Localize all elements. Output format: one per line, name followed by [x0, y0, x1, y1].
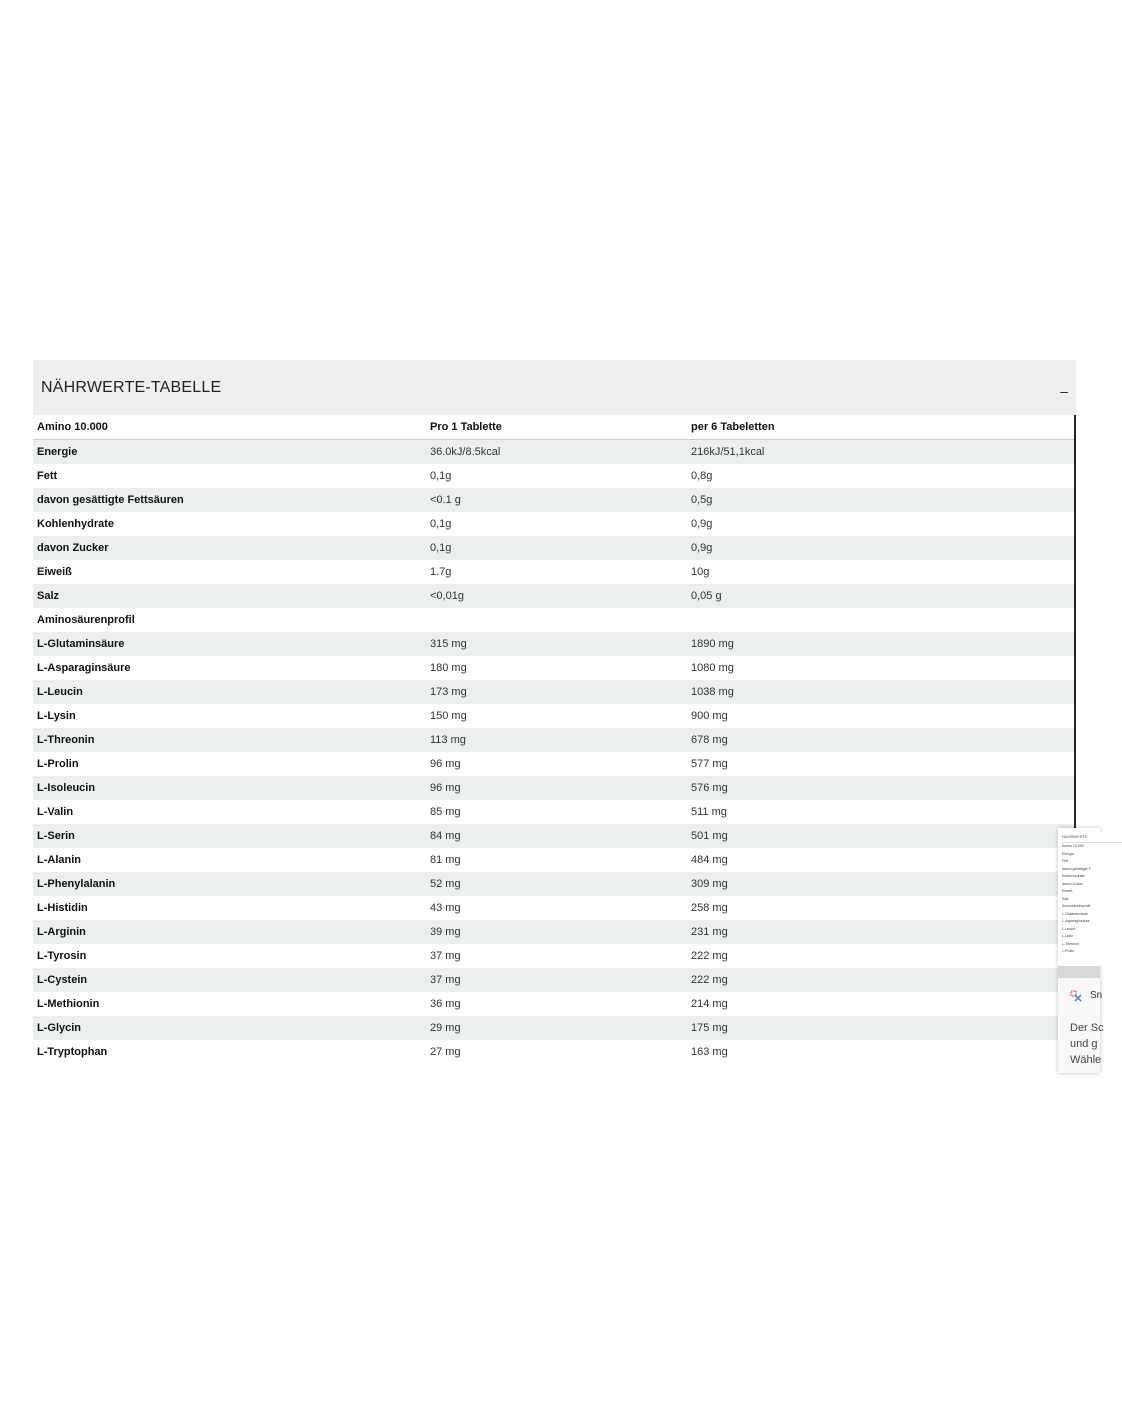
per-6-tablets-value-cell: 1038 mg [691, 686, 734, 698]
per-tablet-value-cell: 52 mg [430, 878, 461, 890]
table-row [33, 1040, 1074, 1064]
nutrient-name-cell: L-Tryptophan [37, 1046, 108, 1058]
table-row [33, 464, 1074, 488]
nutrient-name-cell: L-Arginin [37, 926, 86, 938]
popup-body [1058, 978, 1104, 1073]
nutrient-name-cell: L-Prolin [37, 758, 79, 770]
nutrient-name-cell: Aminosäurenprofil [37, 614, 135, 626]
per-6-tablets-value-cell: 511 mg [691, 806, 727, 818]
per-tablet-value-cell: 96 mg [430, 758, 461, 770]
per-tablet-value-cell: 37 mg [430, 950, 461, 962]
per-6-tablets-value-cell: 0,9g [691, 518, 713, 530]
nutrient-name-cell: L-Lysin [37, 710, 76, 722]
thumbnail-row: L-Prolin [1062, 949, 1075, 953]
nutrient-name-cell: L-Cystein [37, 974, 88, 986]
thumbnail-row: Salz [1062, 896, 1069, 901]
per-tablet-value-cell [426, 608, 687, 632]
nutrient-name-cell: davon gesättigte Fettsäuren [37, 494, 184, 506]
table-row [33, 728, 1074, 752]
thumbnail-row: Amino 10.000 [1062, 844, 1084, 848]
popup-line: Der Sc [1070, 1022, 1104, 1034]
per-tablet-value-cell: 36 mg [430, 998, 461, 1010]
nutrient-name-cell: L-Histidin [37, 902, 88, 914]
popup-line: Wähle [1070, 1054, 1102, 1066]
table-row [33, 608, 1074, 632]
nutrient-name-cell: L-Glycin [37, 1022, 82, 1034]
nutrient-name-cell: L-Serin [37, 830, 75, 842]
collapse-toggle-icon[interactable]: – [1060, 382, 1068, 399]
table-row [33, 584, 1074, 608]
popup-line: und g [1070, 1038, 1098, 1050]
per-6-tablets-value-cell: 678 mg [691, 734, 728, 746]
per-6-tablets-value-cell: 222 mg [691, 974, 728, 986]
table-row [33, 992, 1074, 1016]
per-tablet-value-cell: 113 mg [430, 734, 466, 746]
thumbnail-row: L-Lysin [1062, 934, 1074, 938]
table-row [33, 560, 1074, 584]
column-header-per-tablet: Pro 1 Tablette [426, 415, 687, 440]
per-6-tablets-value-cell: 484 mg [691, 854, 728, 866]
thumbnail-title: NÄHRWERTE [1062, 832, 1122, 843]
per-6-tablets-value-cell [687, 608, 1074, 632]
popup-divider [1058, 966, 1100, 978]
per-6-tablets-value-cell: 576 mg [691, 782, 728, 794]
table-row [33, 704, 1074, 728]
per-6-tablets-value-cell: 231 mg [691, 926, 728, 938]
table-row [33, 632, 1074, 656]
popup-message [1070, 1020, 1104, 1068]
nutrient-name-cell: L-Threonin [37, 734, 95, 746]
per-6-tablets-value-cell: 501 mg [691, 830, 728, 842]
thumbnail-row: Aminosäurenprofil [1062, 904, 1091, 908]
thumbnail-row: Eiweiß [1062, 889, 1073, 893]
thumbnail-row: Fett [1062, 859, 1069, 863]
nutrient-name-cell: L-Alanin [37, 854, 81, 866]
thumbnail-row: L-Asparaginsäure [1062, 919, 1090, 923]
per-tablet-value-cell: 84 mg [430, 830, 461, 842]
nutrient-name-cell: L-Asparaginsäure [37, 662, 131, 674]
per-6-tablets-value-cell: 214 mg [691, 998, 728, 1010]
per-6-tablets-value-cell: 0,5g [691, 494, 713, 506]
per-tablet-value-cell: 43 mg [430, 902, 461, 914]
per-6-tablets-value-cell: 0,05 g [691, 590, 722, 602]
column-header-per-6-tablets: per 6 Tabeletten [687, 415, 1074, 440]
per-tablet-value-cell: 1.7g [430, 566, 452, 578]
per-tablet-value-cell: 173 mg [430, 686, 467, 698]
table-row [33, 440, 1074, 465]
nutrient-name-cell: L-Phenylalanin [37, 878, 116, 890]
table-row [33, 488, 1074, 512]
table-row [33, 824, 1074, 848]
table-row [33, 848, 1074, 872]
per-6-tablets-value-cell: 309 mg [691, 878, 728, 890]
table-row [33, 872, 1074, 896]
table-header-row [33, 415, 1074, 440]
thumbnail-row: davon gesättigte F [1062, 866, 1091, 871]
thumbnail-row: davon Zucker [1062, 881, 1084, 886]
nutrient-name-cell: L-Leucin [37, 686, 83, 698]
nutrient-name-cell: L-Isoleucin [37, 782, 96, 794]
nutrient-name-cell: L-Valin [37, 806, 74, 818]
per-6-tablets-value-cell: 1080 mg [691, 662, 734, 674]
table-row [33, 800, 1074, 824]
per-tablet-value-cell: 150 mg [430, 710, 467, 722]
table-row [33, 920, 1074, 944]
per-tablet-value-cell: <0.1 g [430, 494, 461, 506]
per-tablet-value-cell: 0,1g [430, 542, 452, 554]
thumbnail-row: Kohlenhydrate [1062, 874, 1085, 878]
per-6-tablets-value-cell: 175 mg [691, 1022, 728, 1034]
table-row [33, 1016, 1074, 1040]
nutrition-panel [33, 360, 1076, 1064]
thumbnail-row: Energie [1062, 851, 1075, 856]
panel-header[interactable] [33, 360, 1076, 415]
table-row [33, 968, 1074, 992]
per-tablet-value-cell: 85 mg [430, 806, 461, 818]
table-row [33, 656, 1074, 680]
thumbnail-row: L-Leucin [1062, 926, 1076, 931]
per-6-tablets-value-cell: 0,8g [691, 470, 713, 482]
per-tablet-value-cell: 36.0kJ/8.5kcal [430, 446, 501, 458]
thumbnail-row: L-Threonin [1062, 941, 1079, 946]
nutrient-name-cell: L-Tyrosin [37, 950, 87, 962]
table-row [33, 776, 1074, 800]
nutrient-name-cell: L-Methionin [37, 998, 100, 1010]
table-row [33, 752, 1074, 776]
table-row [33, 512, 1074, 536]
table-row [33, 680, 1074, 704]
per-6-tablets-value-cell: 163 mg [691, 1046, 728, 1058]
snipping-notification-popup[interactable] [1058, 828, 1104, 1073]
per-6-tablets-value-cell: 222 mg [691, 950, 728, 962]
thumbnail-row: L-Glutaminsäure [1062, 911, 1088, 916]
nutrient-name-cell: Eiweiß [37, 566, 72, 578]
per-tablet-value-cell: 315 mg [430, 638, 467, 650]
per-6-tablets-value-cell: 1890 mg [691, 638, 734, 650]
per-tablet-value-cell: 39 mg [430, 926, 461, 938]
per-tablet-value-cell: <0,01g [430, 590, 464, 602]
per-tablet-value-cell: 81 mg [430, 854, 461, 866]
per-6-tablets-value-cell: 258 mg [691, 902, 728, 914]
popup-app-name: Sn [1090, 990, 1103, 1001]
snipping-tool-icon [1070, 990, 1082, 1002]
nutrient-name-cell: Kohlenhydrate [37, 518, 115, 530]
per-6-tablets-value-cell: 577 mg [691, 758, 728, 770]
table-row [33, 944, 1074, 968]
screenshot-thumbnail[interactable] [1062, 832, 1122, 966]
per-6-tablets-value-cell: 216kJ/51,1kcal [691, 446, 765, 458]
nutrient-name-cell: davon Zucker [37, 542, 109, 554]
per-tablet-value-cell: 0,1g [430, 470, 452, 482]
per-6-tablets-value-cell: 0,9g [691, 542, 713, 554]
thumbnail-rows [1062, 843, 1122, 956]
table-body [33, 440, 1074, 1065]
per-tablet-value-cell: 180 mg [430, 662, 467, 674]
panel-title: NÄHRWERTE-TABELLE [41, 378, 222, 396]
nutrient-name-cell: Salz [37, 590, 60, 602]
nutrition-table [33, 415, 1074, 1064]
nutrient-name-cell: Fett [37, 470, 58, 482]
per-6-tablets-value-cell: 10g [691, 566, 710, 578]
nutrient-name-cell: L-Glutaminsäure [37, 638, 125, 650]
column-header-product: Amino 10.000 [33, 415, 426, 440]
per-tablet-value-cell: 29 mg [430, 1022, 461, 1034]
per-tablet-value-cell: 27 mg [430, 1046, 461, 1058]
nutrient-name-cell: Energie [37, 446, 78, 458]
nutrition-table-wrapper [33, 415, 1076, 1064]
per-tablet-value-cell: 96 mg [430, 782, 461, 794]
per-6-tablets-value-cell: 900 mg [691, 710, 728, 722]
table-row [33, 896, 1074, 920]
per-tablet-value-cell: 0,1g [430, 518, 452, 530]
table-row [33, 536, 1074, 560]
per-tablet-value-cell: 37 mg [430, 974, 461, 986]
